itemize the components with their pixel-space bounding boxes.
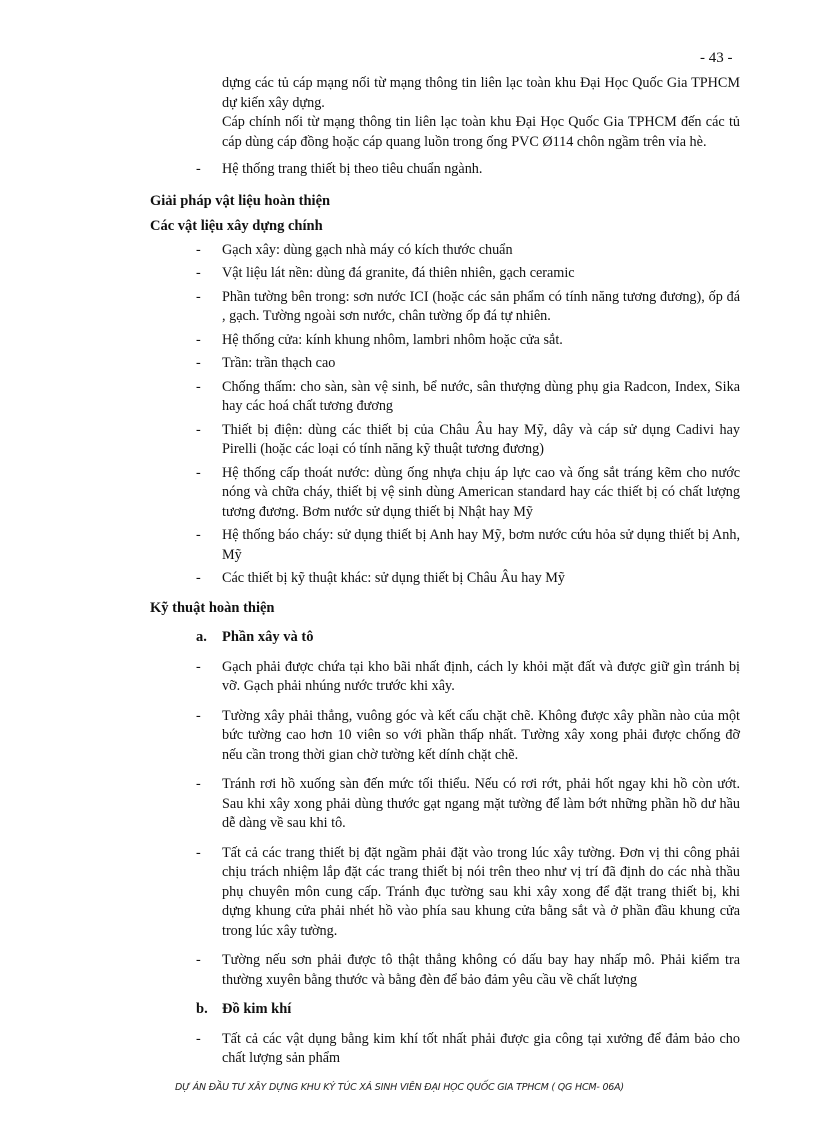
heading-main-materials: Các vật liệu xây dựng chính [150, 218, 323, 234]
dash-marker: - [196, 844, 201, 861]
heading-finishing-solution: Giải pháp vật liệu hoàn thiện [150, 192, 331, 209]
list-item [196, 526, 740, 565]
dash-marker: - [196, 331, 201, 348]
list-item [196, 331, 740, 351]
dash-marker: - [196, 1030, 201, 1047]
section-letter: b. [196, 1001, 208, 1017]
dash-marker: - [196, 570, 201, 586]
dash-marker: - [196, 707, 201, 724]
list-item [196, 354, 740, 374]
list-item [196, 288, 740, 327]
list-item [196, 707, 740, 766]
heading-finishing-technique: Kỹ thuật hoàn thiện [150, 599, 275, 616]
list-item-text: Gạch xây: dùng gạch nhà máy có kích thước chuẩn [222, 241, 513, 258]
list-item-text: Vật liệu lát nền: dùng đá granite, đá thiên nhiên, gạch ceramic [222, 265, 575, 281]
dash-marker: - [196, 265, 201, 281]
list-item [196, 658, 740, 697]
list-item [196, 775, 740, 834]
intro-paragraph: Cáp chính nối từ mạng thông tin liên lạc toàn khu Đại Học Quốc Gia TPHCM đến các tủ cáp dùng cáp đồng hoặc cáp quang luồn trong ống PVC Ø114 chôn ngầm trên vỉa hè. [222, 114, 740, 150]
list-item-text: Tường nếu sơn phải được tô thật thẳng không có dấu bay hay nhấp mô. Phải kiểm tra thường xuyên bằng thước và bằng đèn để bảo đảm yêu cầu về chất lượng [222, 952, 740, 988]
list-item-text: Chống thấm: cho sàn, sàn vệ sinh, bể nước, sân thượng dùng phụ gia Radcon, Index, Sika hay các hoá chất tương đương [222, 378, 740, 414]
page-footer: DỰ ÁN ĐẦU TƯ XÂY DỰNG KHU KÝ TÚC XÁ SINH VIÊN ĐẠI HỌC QUỐC GIA TPHCM ( QG HCM- 06A) [175, 1082, 624, 1093]
list-item-text: Các thiết bị kỹ thuật khác: sử dụng thiết bị Châu Âu hay Mỹ [222, 570, 566, 586]
dash-marker: - [196, 378, 201, 395]
section-a-list [0, 658, 816, 991]
list-item-text: Tất cả các vật dụng bằng kim khí tốt nhất phải được gia công tại xưởng để đảm bảo cho chất lượng sản phẩm [222, 1030, 740, 1066]
list-item [196, 844, 740, 942]
list-item-text: Gạch phải được chứa tại kho bãi nhất định, cách ly khỏi mặt đất và được giữ gìn tránh bị vỡ. Gạch phải nhúng nước trước khi xây. [222, 658, 740, 694]
list-item [196, 421, 740, 460]
document-body [0, 74, 816, 1069]
dash-marker: - [196, 161, 201, 177]
intro-paragraph: dựng các tủ cáp mạng nối từ mạng thông tin liên lạc toàn khu Đại Học Quốc Gia TPHCM dự kiến xây dựng. [222, 75, 740, 111]
list-item [196, 951, 740, 990]
section-b-list [0, 1030, 816, 1069]
section-title: Phần xây và tô [222, 629, 314, 645]
dash-marker: - [196, 776, 201, 792]
list-item-text: Tất cả các trang thiết bị đặt ngầm phải đặt vào trong lúc xây tường. Đơn vị thi công phải chịu trách nhiệm lắp đặt các trang thiết bị nói trên theo như vị trí đã định do các nhà thầu phụ chuyên môn cung cấp. Tránh đục tường sau khi xây xong để đặt trang thiết bị, khi dựng khung cửa phải nhét hồ vào phía sau khung cửa bằng sắt và ở phần đầu khung cửa trong lúc xây tường. [222, 844, 740, 939]
list-item [196, 1030, 740, 1069]
list-item-text: Hệ thống trang thiết bị theo tiêu chuẩn ngành. [222, 161, 483, 177]
section-a-heading [196, 628, 816, 648]
section-letter: a. [196, 629, 207, 645]
intro-bullet [196, 160, 740, 180]
list-item [196, 378, 740, 417]
list-item-text: Tường xây phải thẳng, vuông góc và kết cấu chặt chẽ. Không được xây phần nào của một bức tường cao hơn 10 viên so với phần thấp nhất. Tường xây xong phải được chống đỡ nếu cần trong thời gian chờ tường kết dính chặt chẽ. [222, 707, 740, 763]
dash-marker: - [196, 288, 201, 305]
dash-marker: - [196, 464, 201, 481]
list-item-text: Thiết bị điện: dùng các thiết bị của Châu Âu hay Mỹ, dây và cáp sử dụng Cadivi hay Pirelli (hoặc các loại có tính năng kỹ thuật tương đương) [222, 421, 740, 457]
materials-list [0, 241, 816, 589]
section-title: Đồ kim khí [222, 1001, 292, 1017]
dash-marker: - [196, 355, 201, 371]
list-item-text: Phần tường bên trong: sơn nước ICI (hoặc các sản phẩm có tính năng tương đương), ốp đá , gạch. Tường ngoài sơn nước, chân tường ốp đá tự nhiên. [222, 288, 740, 324]
section-b-heading [196, 1000, 816, 1020]
dash-marker: - [196, 658, 201, 675]
list-item [196, 464, 740, 523]
list-item [196, 241, 740, 261]
dash-marker: - [196, 952, 201, 968]
list-item-text: Hệ thống cấp thoát nước: dùng ống nhựa chịu áp lực cao và ống sắt tráng kẽm cho nước nóng và chữa cháy, thiết bị vệ sinh dùng American standard hay các thiết bị có chất lượng tương đương. Bơm nước sử dụng thiết bị Nhật hay Mỹ [222, 464, 740, 520]
list-item-text: Tránh rơi hồ xuống sàn đến mức tối thiểu. Nếu có rơi rớt, phải hốt ngay khi hồ còn ướt. Sau khi xây xong phải dùng thước gạt ngang mặt tường để làm bớt những phần hồ dư hầu dễ dàng về sau khi tô. [222, 776, 740, 831]
dash-marker: - [196, 421, 201, 438]
list-item-text: Trần: trần thạch cao [222, 355, 336, 371]
dash-marker: - [196, 241, 201, 258]
list-item [196, 569, 740, 589]
list-item-text: Hệ thống cửa: kính khung nhôm, lambri nhôm hoặc cửa sắt. [222, 331, 563, 348]
dash-marker: - [196, 527, 201, 543]
list-item-text: Hệ thống báo cháy: sử dụng thiết bị Anh hay Mỹ, bơm nước cứu hỏa sử dụng thiết bị Anh, Mỹ [222, 527, 740, 563]
page-number: - 43 - [700, 50, 733, 66]
list-item [196, 264, 740, 284]
